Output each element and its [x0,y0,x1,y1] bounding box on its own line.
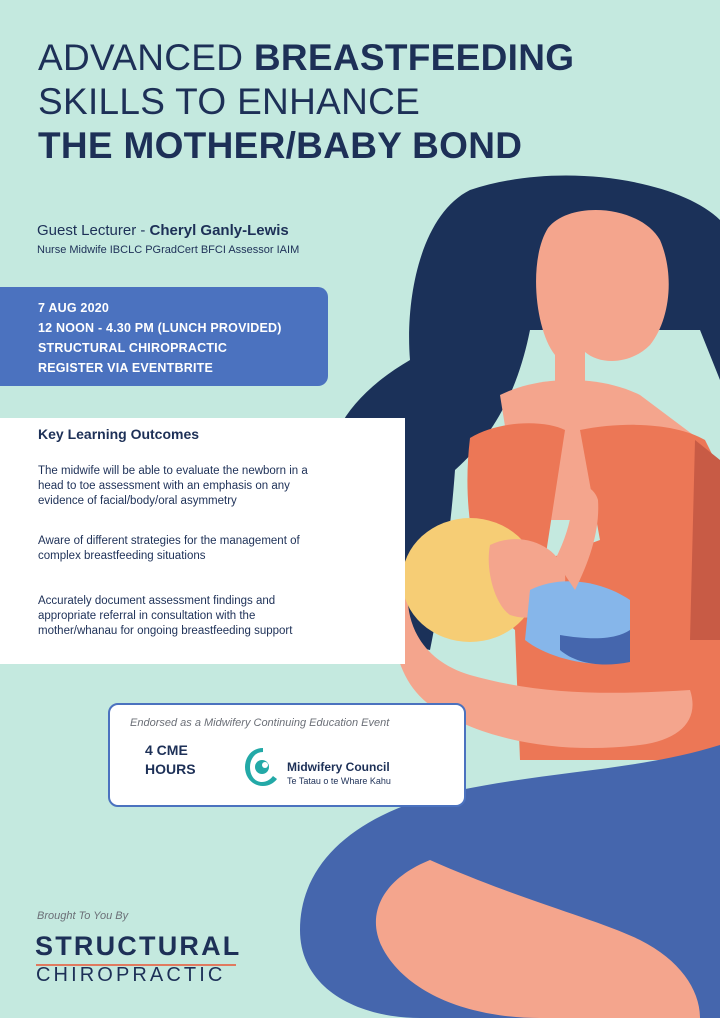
event-register: REGISTER VIA EVENTBRITE [38,361,213,375]
midwifery-council-logo-icon [243,745,281,789]
lecturer-name: Cheryl Ganly-Lewis [149,222,289,239]
outcomes-heading: Key Learning Outcomes [38,426,200,442]
title-line1-thin: ADVANCED [38,37,254,78]
learning-outcomes-panel [0,418,405,664]
title-line2: SKILLS TO ENHANCE [38,81,421,122]
endorsement-box [108,703,466,807]
guest-lecturer [37,222,289,239]
event-title [38,36,678,168]
brand-logo-line1: STRUCTURAL [35,931,242,961]
title-line1-bold: BREASTFEEDING [253,37,575,78]
outcome-item: The midwife will be able to evaluate the newborn in a head to toe assessment with an emphasis on any evidence of facial/body/oral asymmetry [38,465,308,507]
event-details-box [0,287,328,386]
outcome-item: Accurately document assessment findings and appropriate referral in consultation with the mother/whanau for ongoing breastfeeding support [38,595,293,637]
council-name: Midwifery Council [287,760,390,774]
event-venue: STRUCTURAL CHIROPRACTIC [38,341,228,355]
lecturer-prefix: Guest Lecturer - [37,222,150,239]
brought-by-label: Brought To You By [37,910,129,922]
title-line3: THE MOTHER/BABY BOND [38,125,523,166]
cme-hours [145,741,196,779]
lecturer-credentials: Nurse Midwife IBCLC PGradCert BFCI Assessor IAIM [37,244,300,256]
brand-logo-line2: CHIROPRACTIC [36,964,226,986]
mother-top-shade [690,440,720,640]
cme-line2: HOURS [145,761,196,777]
endorsement-note: Endorsed as a Midwifery Continuing Education Event [130,717,390,729]
event-time: 12 NOON - 4.30 PM (LUNCH PROVIDED) [38,321,282,335]
cme-line1: 4 CME [145,742,188,758]
council-subtitle: Te Tatau o te Whare Kahu [287,776,391,786]
outcome-item: Aware of different strategies for the management of complex breastfeeding situations [38,535,300,562]
event-date: 7 AUG 2020 [38,301,110,315]
